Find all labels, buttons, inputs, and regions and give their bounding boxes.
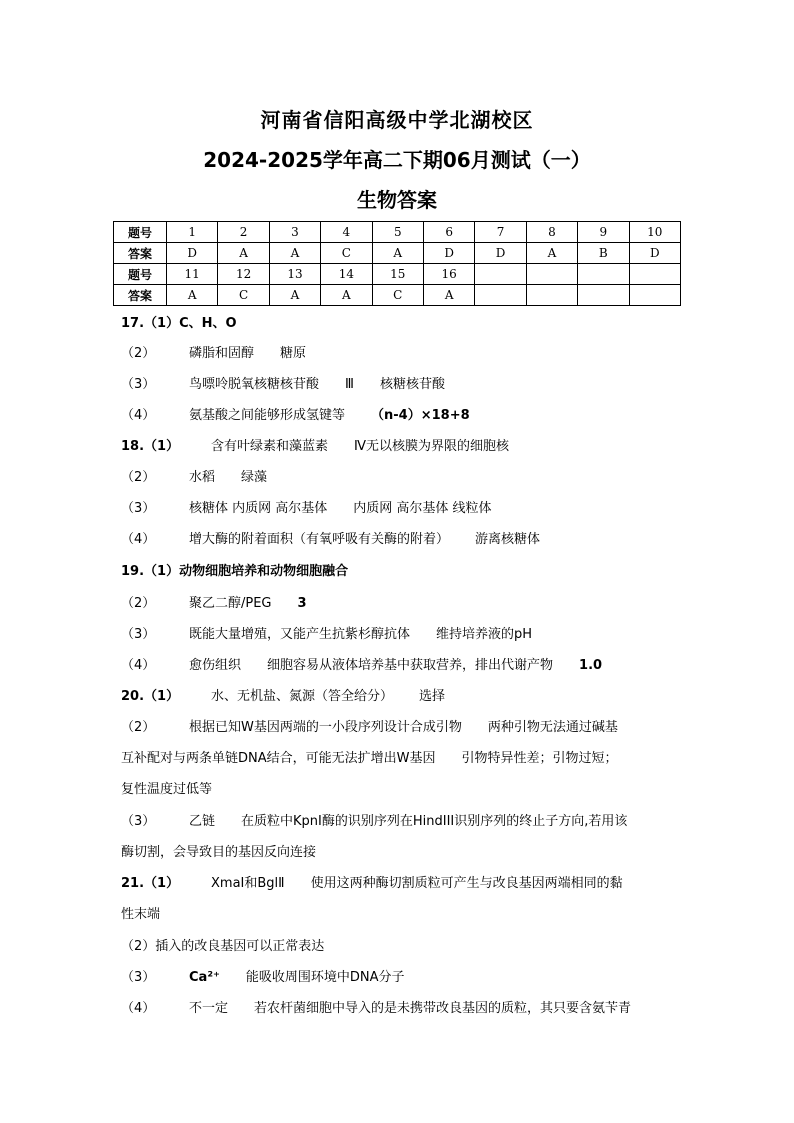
q19-part1: 19.（1）动物细胞培养和动物细胞融合 (121, 564, 349, 579)
q18-part1: 18.（1） 含有叶绿素和藻蓝素 Ⅳ无以核膜为界限的细胞核 (121, 439, 510, 454)
table-cell: D (167, 243, 218, 264)
table-cell: A (269, 243, 320, 264)
table-cell (629, 285, 680, 306)
table-cell: 1 (167, 222, 218, 243)
table-cell: 15 (372, 264, 423, 285)
q20-part3: （3） 乙链 在质粒中KpnI酶的识别序列在HindIII识别序列的终止子方向,若用该 (121, 814, 628, 829)
q20-part3-line2: 酶切割，会导致目的基因反向连接 (121, 845, 317, 860)
table-cell: 7 (475, 222, 526, 243)
table-cell (578, 285, 629, 306)
table-cell: B (578, 243, 629, 264)
table-cell: 8 (526, 222, 577, 243)
subject-title: 生物答案 (357, 188, 437, 212)
table-cell: 4 (321, 222, 372, 243)
q19-part2: （2） 聚乙二醇/PEG 3 (121, 596, 307, 611)
table-cell (475, 264, 526, 285)
table-row (114, 264, 681, 285)
table-cell: D (423, 243, 474, 264)
table-row-header: 答案 (114, 285, 167, 306)
table-cell: 3 (269, 222, 320, 243)
table-row-header: 答案 (114, 243, 167, 264)
q17-part4: （4） 氨基酸之间能够形成氢键等 （n-4）×18+8 (121, 408, 470, 423)
table-cell: 11 (167, 264, 218, 285)
q21-part1: 21.（1） XmaⅠ和BglⅡ 使用这两种酶切割质粒可产生与改良基因两端相同的黏 (121, 876, 623, 891)
table-cell: A (269, 285, 320, 306)
table-cell: 10 (629, 222, 680, 243)
q21-part3: （3） Ca²⁺ 能吸收周围环境中DNA分子 (121, 970, 405, 985)
q17-part2: （2） 磷脂和固醇 糖原 (121, 346, 307, 361)
q17-part1: 17.（1）C、H、O (121, 316, 237, 331)
table-cell: 12 (218, 264, 269, 285)
table-cell: 6 (423, 222, 474, 243)
table-cell (629, 264, 680, 285)
table-cell: 13 (269, 264, 320, 285)
table-cell: A (218, 243, 269, 264)
table-cell: C (218, 285, 269, 306)
table-cell: 2 (218, 222, 269, 243)
table-row-header: 题号 (114, 222, 167, 243)
q20-part1: 20.（1） 水、无机盐、氮源（答全给分） 选择 (121, 689, 446, 704)
table-cell (526, 264, 577, 285)
q18-part2: （2） 水稻 绿藻 (121, 470, 268, 485)
table-cell: A (321, 285, 372, 306)
table-cell: A (167, 285, 218, 306)
table-cell (475, 285, 526, 306)
q20-part2-line3: 复性温度过低等 (121, 782, 213, 797)
table-cell: C (372, 285, 423, 306)
table-row (114, 285, 681, 306)
table-row-header: 题号 (114, 264, 167, 285)
q18-part4: （4） 增大酶的附着面积（有氧呼吸有关酶的附着） 游离核糖体 (121, 532, 541, 547)
table-cell: D (475, 243, 526, 264)
table-cell: 9 (578, 222, 629, 243)
q21-part4: （4） 不一定 若农杆菌细胞中导入的是未携带改良基因的质粒，其只要含氨苄青 (121, 1001, 632, 1016)
table-row (114, 243, 681, 264)
q20-part2-line2: 互补配对与两条单链DNA结合，可能无法扩增出W基因 引物特异性差；引物过短； (121, 751, 618, 766)
q19-part4: （4） 愈伤组织 细胞容易从液体培养基中获取营养，排出代谢产物 1.0 (121, 658, 603, 673)
q20-part2: （2） 根据已知W基因两端的一小段序列设计合成引物 两种引物无法通过碱基 (121, 720, 618, 735)
q17-part3: （3） 鸟嘌呤脱氧核糖核苷酸 Ⅲ 核糖核苷酸 (121, 377, 445, 392)
exam-title: 2024-2025学年高二下期06月测试（一） (203, 148, 591, 172)
table-cell: A (372, 243, 423, 264)
table-cell (526, 285, 577, 306)
table-cell (578, 264, 629, 285)
table-cell: 16 (423, 264, 474, 285)
table-cell: 5 (372, 222, 423, 243)
table-row (114, 222, 681, 243)
table-cell: C (321, 243, 372, 264)
q19-part3: （3） 既能大量增殖，又能产生抗紫杉醇抗体 维持培养液的pH (121, 627, 533, 642)
answer-table (113, 221, 681, 306)
table-cell: D (629, 243, 680, 264)
q21-part1-line2: 性末端 (121, 907, 161, 922)
table-cell: A (526, 243, 577, 264)
q21-part2: （2）插入的改良基因可以正常表达 (121, 939, 325, 954)
table-cell: 14 (321, 264, 372, 285)
school-title: 河南省信阳高级中学北湖校区 (260, 108, 534, 132)
q18-part3: （3） 核糖体 内质网 高尔基体 内质网 高尔基体 线粒体 (121, 501, 492, 516)
table-cell: A (423, 285, 474, 306)
